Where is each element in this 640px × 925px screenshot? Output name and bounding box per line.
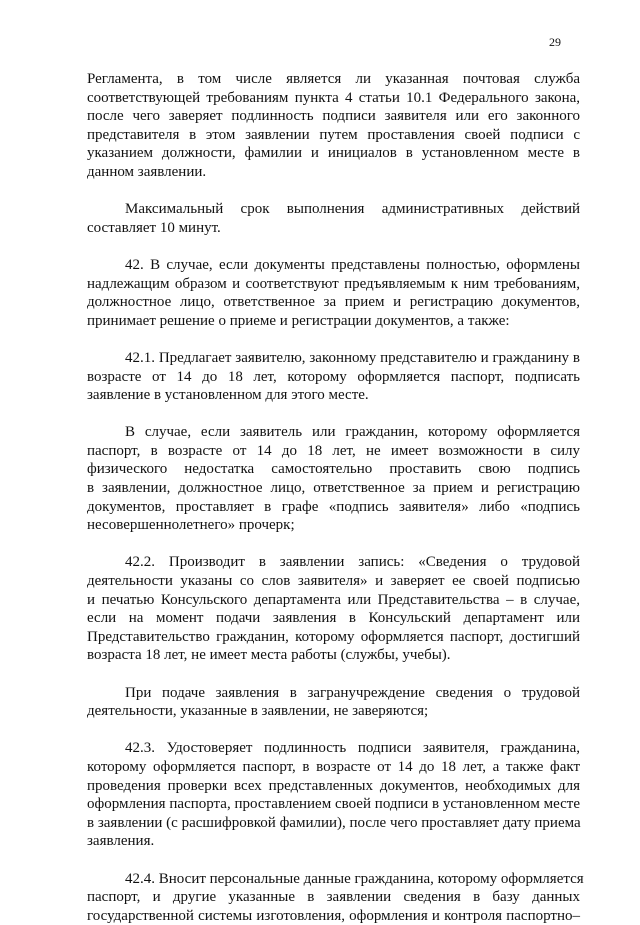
text-line: и печатью Консульского департамента или Представительства – в случае, [87, 591, 580, 608]
text-line: заявления. [87, 833, 155, 850]
text-line: в заявлении (с расшифровкой фамилии), после чего проставляет дату приема [87, 814, 581, 831]
text-line: надлежащим образом и соответствуют предъявляемым к ним требованиям, [87, 275, 580, 292]
paragraph [87, 870, 584, 925]
text-line: возрасте от 14 до 18 лет, которому оформляется паспорт, подписать [87, 368, 580, 385]
text-line: соответствующей требованиям пункта 4 статьи 10.1 Федерального закона, [87, 89, 580, 106]
paragraph [87, 739, 580, 851]
text-line: в заявлении, должностное лицо, ответственное за прием и регистрацию [87, 480, 580, 497]
text-line: должностное лицо, ответственное за прием и регистрацию документов, [87, 294, 580, 311]
paragraph [87, 256, 580, 330]
text-line: возраста 18 лет, не имеет места работы (службы, учебы). [87, 647, 451, 664]
text-line: оформления паспорта, проставлением своей подписи в установленном месте [87, 796, 580, 813]
text-line: которому оформляется паспорт, в возрасте от 14 до 18 лет, а также факт [87, 758, 580, 775]
paragraph [87, 684, 580, 721]
text-line: после чего заверяет подлинность подписи заявителя или его законного [87, 108, 580, 125]
text-line: данном заявлении. [87, 163, 207, 180]
paragraph [87, 70, 580, 182]
text-line: Представительство гражданин, которому оформляется паспорт, достигший [87, 628, 580, 645]
text-line: если на момент подачи заявления в Консульский департамент или [87, 610, 580, 627]
text-line: паспорт, и другие указанные в заявлении сведения в базу данных [87, 889, 580, 906]
document-body [87, 70, 584, 925]
paragraph [87, 349, 580, 405]
text-line: указанием должности, фамилии и инициалов в установленном месте в [87, 145, 580, 162]
text-line: представителя в этом заявлении путем проставления своей подписи с [87, 126, 580, 143]
text-line: В случае, если заявитель или гражданин, которому оформляется [125, 424, 580, 441]
paragraph [87, 553, 580, 665]
text-line: 42.3. Удостоверяет подлинность подписи заявителя, гражданина, [125, 740, 580, 757]
text-line: При подаче заявления в загранучреждение сведения о трудовой [125, 684, 580, 701]
text-line: 42.1. Предлагает заявителю, законному представителю и гражданину в [125, 349, 580, 366]
text-line: деятельности указаны со слов заявителя» и заверяет ее своей подписью [87, 573, 580, 590]
text-line: государственной системы изготовления, оформления и контроля паспортно– [87, 907, 580, 924]
paragraph [87, 423, 580, 535]
text-line: принимает решение о приеме и регистрации документов, а также: [87, 312, 510, 329]
text-line: Максимальный срок выполнения административных действий [125, 201, 580, 218]
paragraph [87, 200, 580, 237]
text-line: Регламента, в том числе является ли указанная почтовая служба [87, 71, 580, 87]
text-line: несовершеннолетнего» прочерк; [87, 517, 295, 534]
text-line: 42.4. Вносит персональные данные гражданина, которому оформляется [125, 870, 584, 887]
text-line: 42. В случае, если документы представлены полностью, оформлены [125, 256, 580, 273]
text-line: физического недостатка самостоятельно проставить свою подпись [87, 461, 580, 478]
text-line: паспорт, в возрасте от 14 до 18 лет, не имеет возможности в силу [87, 442, 580, 459]
text-line: проведения проверки всех представленных документов, необходимых для [87, 777, 580, 794]
text-line: документов, проставляет в графе «подпись заявителя» либо «подпись [87, 498, 580, 515]
text-line: 42.2. Производит в заявлении запись: «Сведения о трудовой [125, 554, 580, 571]
text-line: заявление в установленном для этого месте. [87, 387, 369, 404]
text-line: деятельности, указанные в заявлении, не заверяются; [87, 703, 429, 720]
page-number: 29 [549, 35, 561, 49]
text-line: составляет 10 минут. [87, 219, 221, 236]
